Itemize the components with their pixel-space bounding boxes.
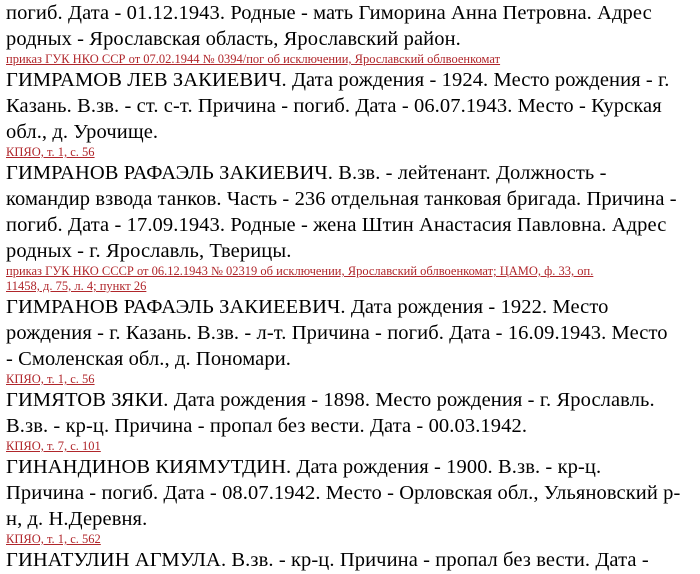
- source-reference-link[interactable]: КПЯО, т. 1, с. 562: [6, 532, 101, 546]
- record-text-line: Казань. В.зв. - ст. с-т. Причина - погиб. Дата - 06.07.1943. Место - Курская: [6, 95, 662, 117]
- source-reference-link[interactable]: КПЯО, т. 1, с. 56: [6, 145, 95, 159]
- source-reference-link[interactable]: КПЯО, т. 7, с. 101: [6, 439, 101, 453]
- record-text-line: ГИМРАНОВ РАФАЭЛЬ ЗАКИЕВИЧ. В.зв. - лейтенант. Должность -: [6, 162, 607, 184]
- record-text-line: обл., д. Урочище.: [6, 121, 159, 143]
- source-reference-link[interactable]: 11458, д. 75, л. 4; пункт 26: [6, 279, 147, 293]
- record-text-line: В.зв. - кр-ц. Причина - пропал без вести. Дата - 00.03.1942.: [6, 415, 528, 437]
- record-text-line: ГИМРАМОВ ЛЕВ ЗАКИЕВИЧ. Дата рождения - 1924. Место рождения - г.: [6, 69, 670, 91]
- record-text-line: н, д. Н.Деревня.: [6, 508, 148, 530]
- record-text-line: Причина - погиб. Дата - 08.07.1942. Место - Орловская обл., Ульяновский р-: [6, 482, 681, 504]
- record-text-line: ГИМРАНОВ РАФАЭЛЬ ЗАКИЕЕВИЧ. Дата рождения - 1922. Место: [6, 296, 609, 318]
- record-text-line: родных - г. Ярославль, Тверицы.: [6, 240, 292, 262]
- record-entry: [6, 294, 694, 387]
- record-text-line: погиб. Дата - 01.12.1943. Родные - мать Гиморина Анна Петровна. Адрес: [6, 2, 652, 24]
- record-text-line: ГИМЯТОВ ЗЯКИ. Дата рождения - 1898. Место рождения - г. Ярославль.: [6, 389, 655, 411]
- record-text-line: погиб. Дата - 17.09.1943. Родные - жена Штин Анастасия Павловна. Адрес: [6, 214, 667, 236]
- source-reference-link[interactable]: КПЯО, т. 1, с. 56: [6, 372, 95, 386]
- record-text-line: ГИНАТУЛИН АГМУЛА. В.зв. - кр-ц. Причина - пропал без вести. Дата -: [6, 549, 649, 571]
- record-text-line: - Смоленская обл., д. Пономари.: [6, 348, 291, 370]
- record-entry: [6, 547, 694, 573]
- source-reference-link[interactable]: приказ ГУК НКО ССР от 07.02.1944 № 0394/пог об исключении, Ярославский облвоенкомат: [6, 52, 501, 66]
- record-entry: [6, 67, 694, 160]
- record-entry: [6, 0, 694, 67]
- record-entry: [6, 387, 694, 454]
- record-text-line: ГИНАНДИНОВ КИЯМУТДИН. Дата рождения - 1900. В.зв. - кр-ц.: [6, 456, 602, 478]
- record-text-line: родных - Ярославская область, Ярославский район.: [6, 28, 461, 50]
- record-text-line: рождения - г. Казань. В.зв. - л-т. Причина - погиб. Дата - 16.09.1943. Место: [6, 322, 668, 344]
- source-reference-link[interactable]: приказ ГУК НКО СССР от 06.12.1943 № 02319 об исключении, Ярославский облвоенкомат; ЦАМО, ф. 33, оп.: [6, 264, 594, 278]
- record-text-line: командир взвода танков. Часть - 236 отдельная танковая бригада. Причина -: [6, 188, 677, 210]
- record-entry: [6, 454, 694, 547]
- record-entry: [6, 160, 694, 294]
